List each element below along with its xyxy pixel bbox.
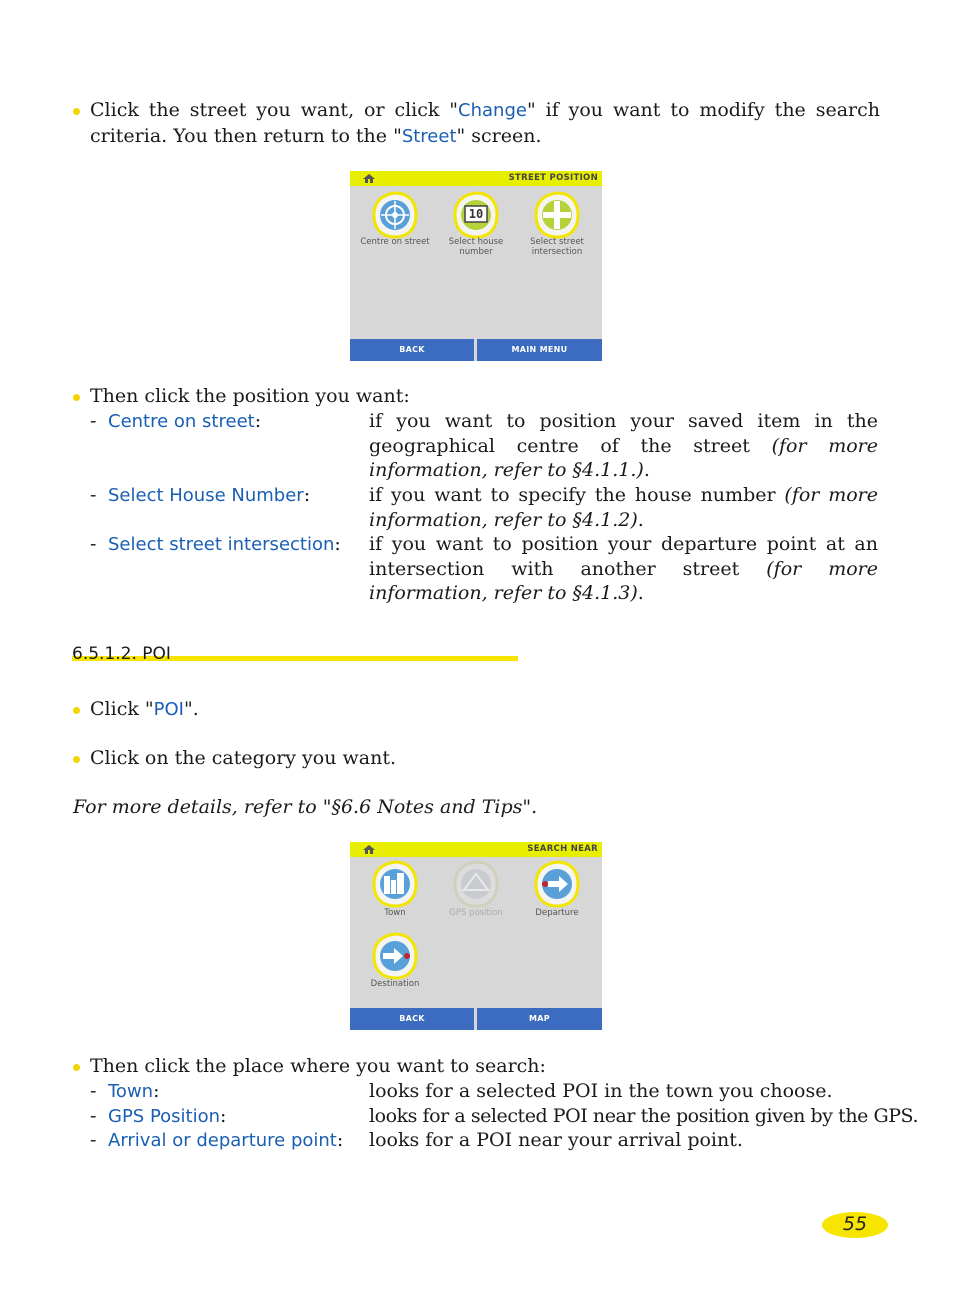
- definition-item: - Select street intersection: if you want to position your departure point at an intersection with another street (for more information, refer to §4.1.3).: [90, 533, 878, 604]
- paragraph-change-street: Click the street you want, or click "Change" if you want to modify the search criteria. You then return to the "Street" screen.: [90, 99, 880, 147]
- icon-label: Town: [384, 908, 406, 918]
- search-near-screen: [350, 842, 602, 1030]
- icon-label: Destination: [370, 979, 420, 989]
- definition-item: - Centre on street: if you want to position your saved item in the geographical centre of the street (for more information, refer to §4.1.1.).: [90, 410, 878, 481]
- satellite-icon: [451, 860, 501, 908]
- main-menu-button[interactable]: MAIN MENU: [477, 339, 602, 361]
- screen-header: [350, 171, 602, 186]
- screen-button-bar: [350, 339, 602, 361]
- select-street-intersection-button[interactable]: [532, 191, 582, 239]
- icon-label: Departure: [535, 908, 579, 918]
- house-number-glyph: 10: [468, 207, 484, 221]
- select-house-number-button[interactable]: [451, 191, 501, 239]
- bullet-dot: [73, 756, 80, 763]
- definition-desc: looks for a selected POI near the position given by the GPS.: [369, 1105, 919, 1127]
- back-button[interactable]: BACK: [350, 1008, 474, 1030]
- home-icon[interactable]: [361, 173, 377, 184]
- bullet-dot: [73, 108, 80, 115]
- definition-item: - Select House Number: if you want to specify the house number (for more information, refer to §4.1.2).: [90, 484, 878, 531]
- select-street-intersection-term: Select street intersection: [108, 534, 335, 555]
- icon-label: Select street intersection: [530, 237, 584, 257]
- icon-label: Centre on street: [360, 237, 430, 247]
- notes-reference: For more details, refer to "§6.6 Notes and Tips".: [73, 796, 538, 818]
- home-icon[interactable]: [361, 844, 377, 855]
- street-position-screen: [350, 171, 602, 361]
- gps-position-button[interactable]: [451, 860, 501, 908]
- centre-on-street-term: Centre on street: [108, 411, 255, 432]
- screen-button-bar: [350, 1008, 602, 1030]
- arrival-departure-term: Arrival or departure point: [108, 1130, 337, 1151]
- definition-item: - Town: looks for a selected POI in the town you choose.: [90, 1079, 880, 1104]
- intersection-icon: [532, 191, 582, 239]
- town-icon: [370, 860, 420, 908]
- icon-label: Select house number: [448, 237, 504, 257]
- poi-link[interactable]: POI: [153, 699, 184, 720]
- target-icon: [370, 191, 420, 239]
- bullet-dot: [73, 1064, 80, 1071]
- town-term: Town: [108, 1081, 154, 1102]
- page-number: 55: [842, 1213, 868, 1235]
- paragraph-search-place: Then click the place where you want to search:: [90, 1055, 546, 1077]
- departure-icon: [532, 860, 582, 908]
- definition-item: - GPS Position: looks for a selected POI near the position given by the GPS.: [90, 1105, 919, 1127]
- destination-icon: [370, 932, 420, 980]
- section-heading: 6.5.1.2. POI: [72, 644, 171, 664]
- map-button[interactable]: MAP: [477, 1008, 602, 1030]
- paragraph-position: Then click the position you want:: [90, 385, 410, 407]
- select-house-number-term: Select House Number: [108, 485, 304, 506]
- definition-desc: if you want to specify the house number (for more information, refer to §4.1.2).: [369, 484, 878, 531]
- centre-on-street-button[interactable]: [370, 191, 420, 239]
- bullet-dot: [73, 707, 80, 714]
- change-link[interactable]: Change: [458, 100, 527, 121]
- screen-title: STREET POSITION: [508, 173, 598, 183]
- back-button[interactable]: BACK: [350, 339, 474, 361]
- definition-desc: looks for a selected POI in the town you choose.: [369, 1080, 833, 1102]
- town-button[interactable]: [370, 860, 420, 908]
- definition-desc: looks for a POI near your arrival point.: [369, 1129, 743, 1151]
- screen-header: [350, 842, 602, 857]
- paragraph-category: Click on the category you want.: [90, 747, 397, 769]
- definition-desc: if you want to position your saved item in the geographical centre of the street (for more information, refer to §4.1.1.).: [369, 410, 878, 481]
- screen-title: SEARCH NEAR: [527, 844, 598, 854]
- icon-label: GPS position: [449, 908, 503, 918]
- gps-position-term: GPS Position: [108, 1106, 221, 1127]
- destination-button[interactable]: [370, 932, 420, 980]
- departure-button[interactable]: [532, 860, 582, 908]
- paragraph-click-poi: Click "POI".: [90, 698, 199, 720]
- definition-item: - Arrival or departure point: looks for a POI near your arrival point.: [90, 1128, 880, 1153]
- street-link[interactable]: Street: [401, 125, 457, 147]
- definition-desc: if you want to position your departure point at an intersection with another street (for more information, refer to §4.1.3).: [369, 533, 878, 604]
- bullet-dot: [73, 394, 80, 401]
